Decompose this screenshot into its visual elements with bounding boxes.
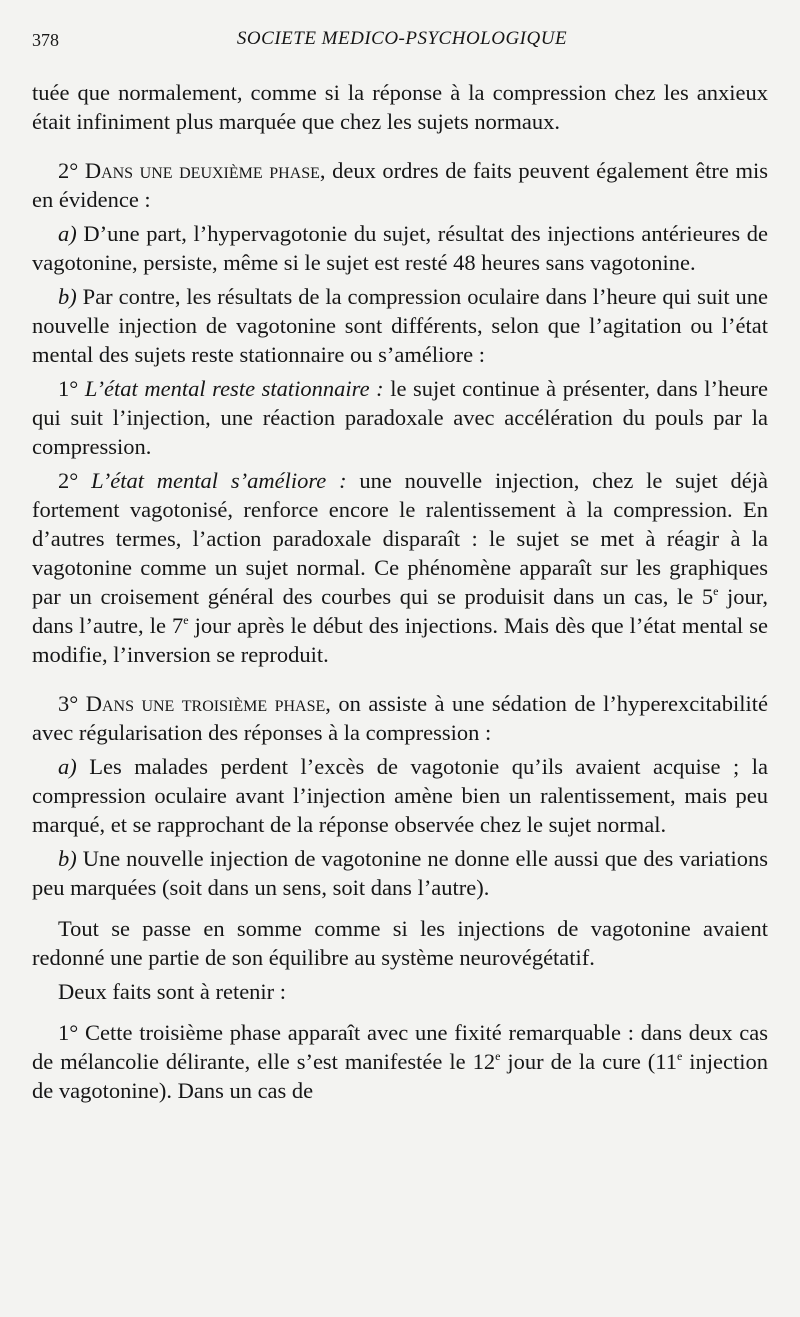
paragraph-text: Les malades perdent l’excès de vagotonie qu’ils avaient acquise ; la compression oculaire avant l’injection amène bien un ralentissement, mais peu marqué, et se rapprochant de la réponse observée chez le sujet normal. xyxy=(32,754,768,837)
paragraph-text: 1° Cette troisième phase apparaît avec une fixité remarquable : dans deux cas de mélancolie délirante, elle s’est manifestée le 12 xyxy=(32,1020,768,1074)
paragraph-phase-3 xyxy=(32,689,768,747)
paragraph-text: D’une part, l’hypervagotonie du sujet, résultat des injections antérieures de vagotonine, persiste, même si le sujet est resté 48 heures sans vagotonine. xyxy=(32,221,768,275)
phase-number: 2° xyxy=(58,158,79,183)
paragraph-1 xyxy=(32,78,768,136)
paragraph-text: on assiste à une sédation de l’hyperexcitabilité avec régularisation des réponses à la compression : xyxy=(32,691,768,745)
paragraph-text: jour après le début des injections. Mais dès que l’état mental se modifie, l’inversion se reproduit. xyxy=(32,613,768,667)
paragraph-2b xyxy=(32,282,768,369)
superscript: e xyxy=(183,613,189,627)
paragraph-two-facts xyxy=(32,977,768,1006)
paragraph-fact-1 xyxy=(32,1018,768,1105)
superscript: e xyxy=(713,584,719,598)
paragraph-text: injection de vagotonine). Dans un cas de xyxy=(32,1049,768,1103)
paragraph-text: Par contre, les résultats de la compression oculaire dans l’heure qui suit une nouvelle injection de vagotonine sont différents, selon que l’agitation ou l’état mental des sujets reste stationnaire ou s’améliore : xyxy=(32,284,768,367)
paragraph-text: une nouvelle injection, chez le sujet déjà fortement vagotonisé, renforce encore le ralentissement à la compression. En d’autres termes, l’action paradoxale disparaît : le sujet se met à réagir à la vagotonine comme un sujet normal. Ce phénomène apparaît sur les graphiques par un croisement général des courbes qui se produisit dans un cas, le 5 xyxy=(32,468,769,609)
page-header xyxy=(32,28,772,58)
paragraph-3b xyxy=(32,844,768,902)
item-letter: a) xyxy=(58,754,77,779)
paragraph-3a xyxy=(32,752,768,839)
paragraph-2b-2 xyxy=(32,466,768,669)
phase-heading: Dans une deuxième phase, xyxy=(84,158,326,183)
paragraph-phase-2 xyxy=(32,156,768,214)
paragraph-summary xyxy=(32,914,768,972)
phase-number: 3° xyxy=(58,691,79,716)
paragraph-text: jour, dans l’autre, le 7 xyxy=(32,584,768,638)
item-heading: L’état mental s’améliore : xyxy=(91,468,347,493)
item-heading: L’état mental reste stationnaire : xyxy=(84,376,384,401)
item-number: 2° xyxy=(58,468,79,493)
paragraph-text: jour de la cure (11 xyxy=(500,1049,677,1074)
page-number: 378 xyxy=(32,30,59,50)
paragraph-2b-1 xyxy=(32,374,768,461)
item-letter: b) xyxy=(58,846,77,871)
paragraph-text: Une nouvelle injection de vagotonine ne donne elle aussi que des variations peu marquées (soit dans un sens, soit dans l’autre). xyxy=(32,846,768,900)
item-letter: b) xyxy=(58,284,77,309)
paragraph-text: Tout se passe en somme comme si les injections de vagotonine avaient redonné une partie de son équilibre au système neurovégétatif. xyxy=(32,916,768,970)
body-text xyxy=(32,78,768,1105)
paragraph-2a xyxy=(32,219,768,277)
phase-heading: Dans une troisième phase, xyxy=(85,691,331,716)
paragraph-text: deux ordres de faits peuvent également être mis en évidence : xyxy=(32,158,769,212)
superscript: e xyxy=(676,1049,683,1063)
item-letter: a) xyxy=(58,221,77,246)
paragraph-text: le sujet continue à présenter, dans l’heure qui suit l’injection, une réaction paradoxale avec accélération du pouls par la compression. xyxy=(32,376,769,459)
item-number: 1° xyxy=(58,376,79,401)
paragraph-text: Deux faits sont à retenir : xyxy=(58,979,287,1004)
paragraph-text: tuée que normalement, comme si la réponse à la compression chez les anxieux était infiniment plus marquée que chez les sujets normaux. xyxy=(32,80,768,134)
superscript: e xyxy=(495,1049,501,1063)
running-head: SOCIETE MEDICO-PSYCHOLOGIQUE xyxy=(236,28,568,49)
